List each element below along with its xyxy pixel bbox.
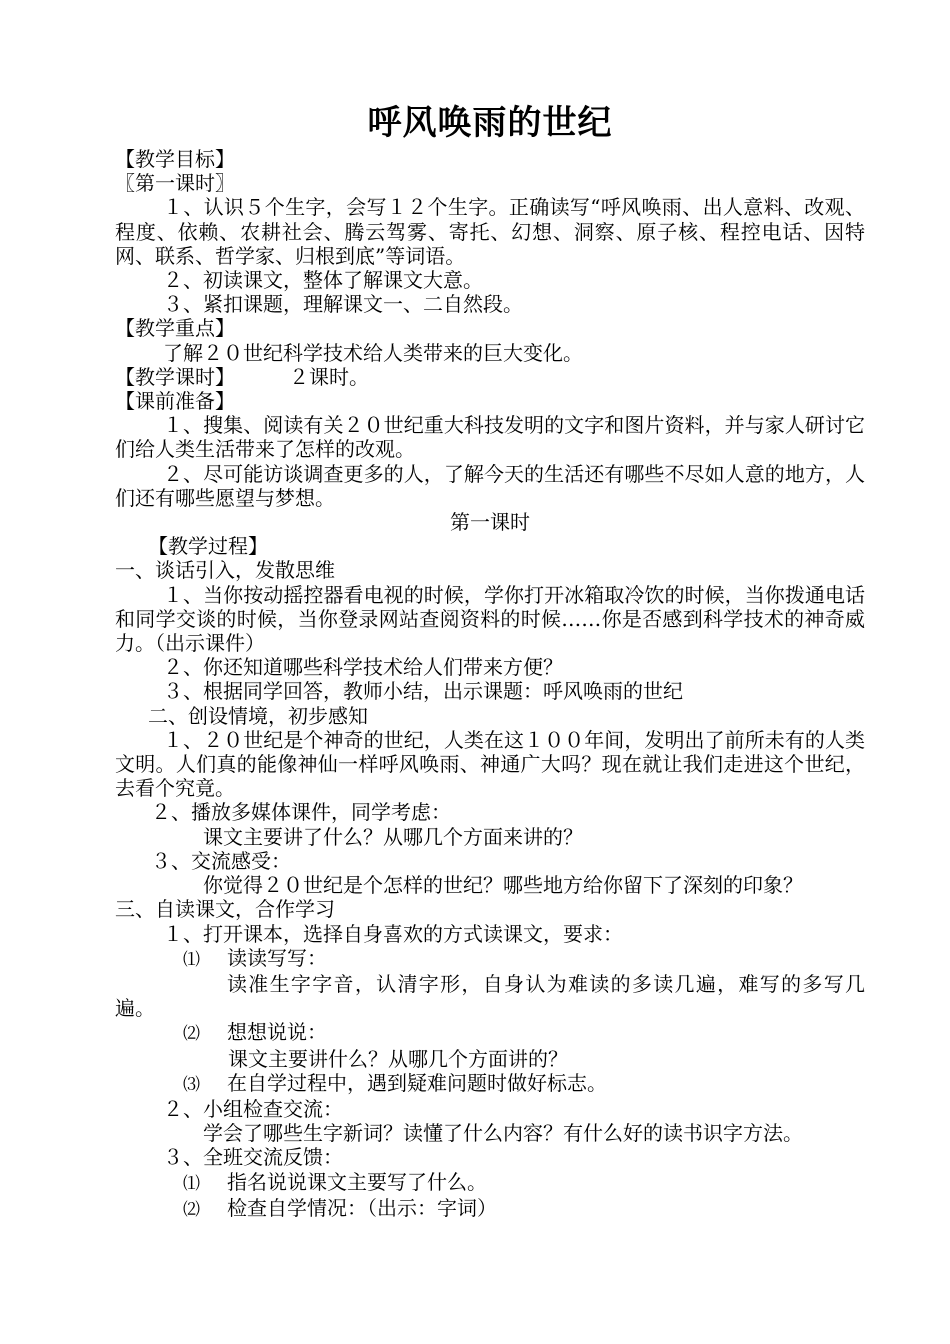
sub-title: 读读写写： [227, 945, 327, 970]
section-heading-hours [115, 365, 865, 389]
prep-item-1: １、搜集、阅读有关２０世纪重大科技发明的文字和图片资料，并与家人研讨它们给人类生活带来了怎样的改观。 [115, 413, 865, 462]
part-two-item-3-detail: 你觉得２０世纪是个怎样的世纪？哪些地方给你留下了深刻的印象？ [203, 873, 803, 898]
sub-number: ⑵ [183, 1024, 200, 1045]
part-three-sub-2 [115, 1020, 865, 1046]
part-one-item-1: １、当你按动摇控器看电视的时候，学你打开冰箱取冷饮的时候，当你拨通电话和同学交谈的时候，当你登录网站查阅资料的时候……你是否感到科学技术的神奇威力。（出示课件） [115, 582, 865, 656]
sub-number: ⑵ [183, 1199, 200, 1220]
section-heading-process: 【教学过程】 [148, 534, 268, 559]
part-three-item-1: １、打开课本，选择自身喜欢的方式读课文，要求： [163, 921, 623, 946]
sub-number: ⑶ [183, 1074, 200, 1095]
sub-title: 指名说说课文主要写了什么。 [227, 1169, 487, 1194]
lesson-one-heading: 〖第一课时〗 [115, 171, 235, 196]
part-three-sub-1-detail: 读准生字字音，认清字形，自身认为难读的多读几遍，难写的多写几遍。 [115, 971, 865, 1021]
document-page [115, 100, 865, 1222]
part-one-heading: 一、谈话引入，发散思维 [115, 558, 335, 583]
part-one-item-2: ２、你还知道哪些科学技术给人们带来方便？ [163, 655, 563, 680]
sub-title: 想想说说： [227, 1020, 327, 1045]
section-heading-preparation: 【课前准备】 [115, 389, 235, 414]
part-two-item-3: ３、交流感受： [151, 848, 291, 873]
part-three-feedback-1 [115, 1170, 865, 1196]
sub-title: 在自学过程中，遇到疑难问题时做好标志。 [227, 1070, 607, 1095]
key-point-text: 了解２０世纪科学技术给人类带来的巨大变化。 [163, 340, 583, 365]
part-two-item-1: １、２０世纪是个神奇的世纪，人类在这１００年间，发明出了前所未有的人类文明。人们真的能像神仙一样呼风唤雨、神通广大吗？现在就让我们走进这个世纪，去看个究竟。 [115, 727, 865, 801]
section-heading-goals: 【教学目标】 [115, 147, 235, 171]
part-three-item-3: ３、全班交流反馈： [163, 1145, 343, 1170]
part-three-item-2-detail: 学会了哪些生字新词？读懂了什么内容？有什么好的读书识字方法。 [203, 1121, 803, 1146]
prep-item-2: ２、尽可能访谈调查更多的人，了解今天的生活还有哪些不尽如人意的地方，人们还有哪些愿望与梦想。 [115, 461, 865, 510]
part-three-heading: 三、自读课文，合作学习 [115, 897, 335, 922]
part-three-sub-3 [115, 1071, 865, 1097]
part-one-item-3: ３、根据同学回答，教师小结，出示课题：呼风唤雨的世纪 [163, 679, 683, 704]
lesson-one-center-heading: 第一课时 [450, 510, 530, 535]
hours-value: ２课时。 [289, 364, 369, 389]
goal-item-3: ３、紧扣课题，理解课文一、二自然段。 [163, 292, 523, 317]
part-three-feedback-2 [115, 1196, 865, 1222]
sub-number: ⑴ [183, 949, 200, 970]
page-title: 呼风唤雨的世纪 [367, 103, 613, 143]
part-three-sub-1 [115, 946, 865, 972]
part-two-heading: 二、创设情境，初步感知 [148, 703, 368, 728]
hours-label: 【教学课时】 [115, 364, 235, 389]
section-heading-key-points: 【教学重点】 [115, 316, 235, 341]
part-three-item-2: ２、小组检查交流： [163, 1096, 343, 1121]
sub-number: ⑴ [183, 1173, 200, 1194]
goal-item-1: １、认识５个生字，会写１２个生字。正确读写“呼风唤雨、出人意料、改观、程度、依赖、农耕社会、腾云驾雾、寄托、幻想、洞察、原子核、程控电话、因特网、联系、哲学家、归根到底”等词语。 [115, 195, 865, 268]
part-two-item-2-detail: 课文主要讲了什么？从哪几个方面来讲的？ [203, 824, 583, 849]
part-two-item-2: ２、播放多媒体课件，同学考虑： [151, 800, 451, 825]
part-three-sub-2-detail: 课文主要讲什么？从哪几个方面讲的？ [228, 1046, 568, 1071]
goal-item-2: ２、初读课文，整体了解课文大意。 [163, 268, 483, 293]
sub-title: 检查自学情况：（出示：字词） [227, 1195, 497, 1220]
